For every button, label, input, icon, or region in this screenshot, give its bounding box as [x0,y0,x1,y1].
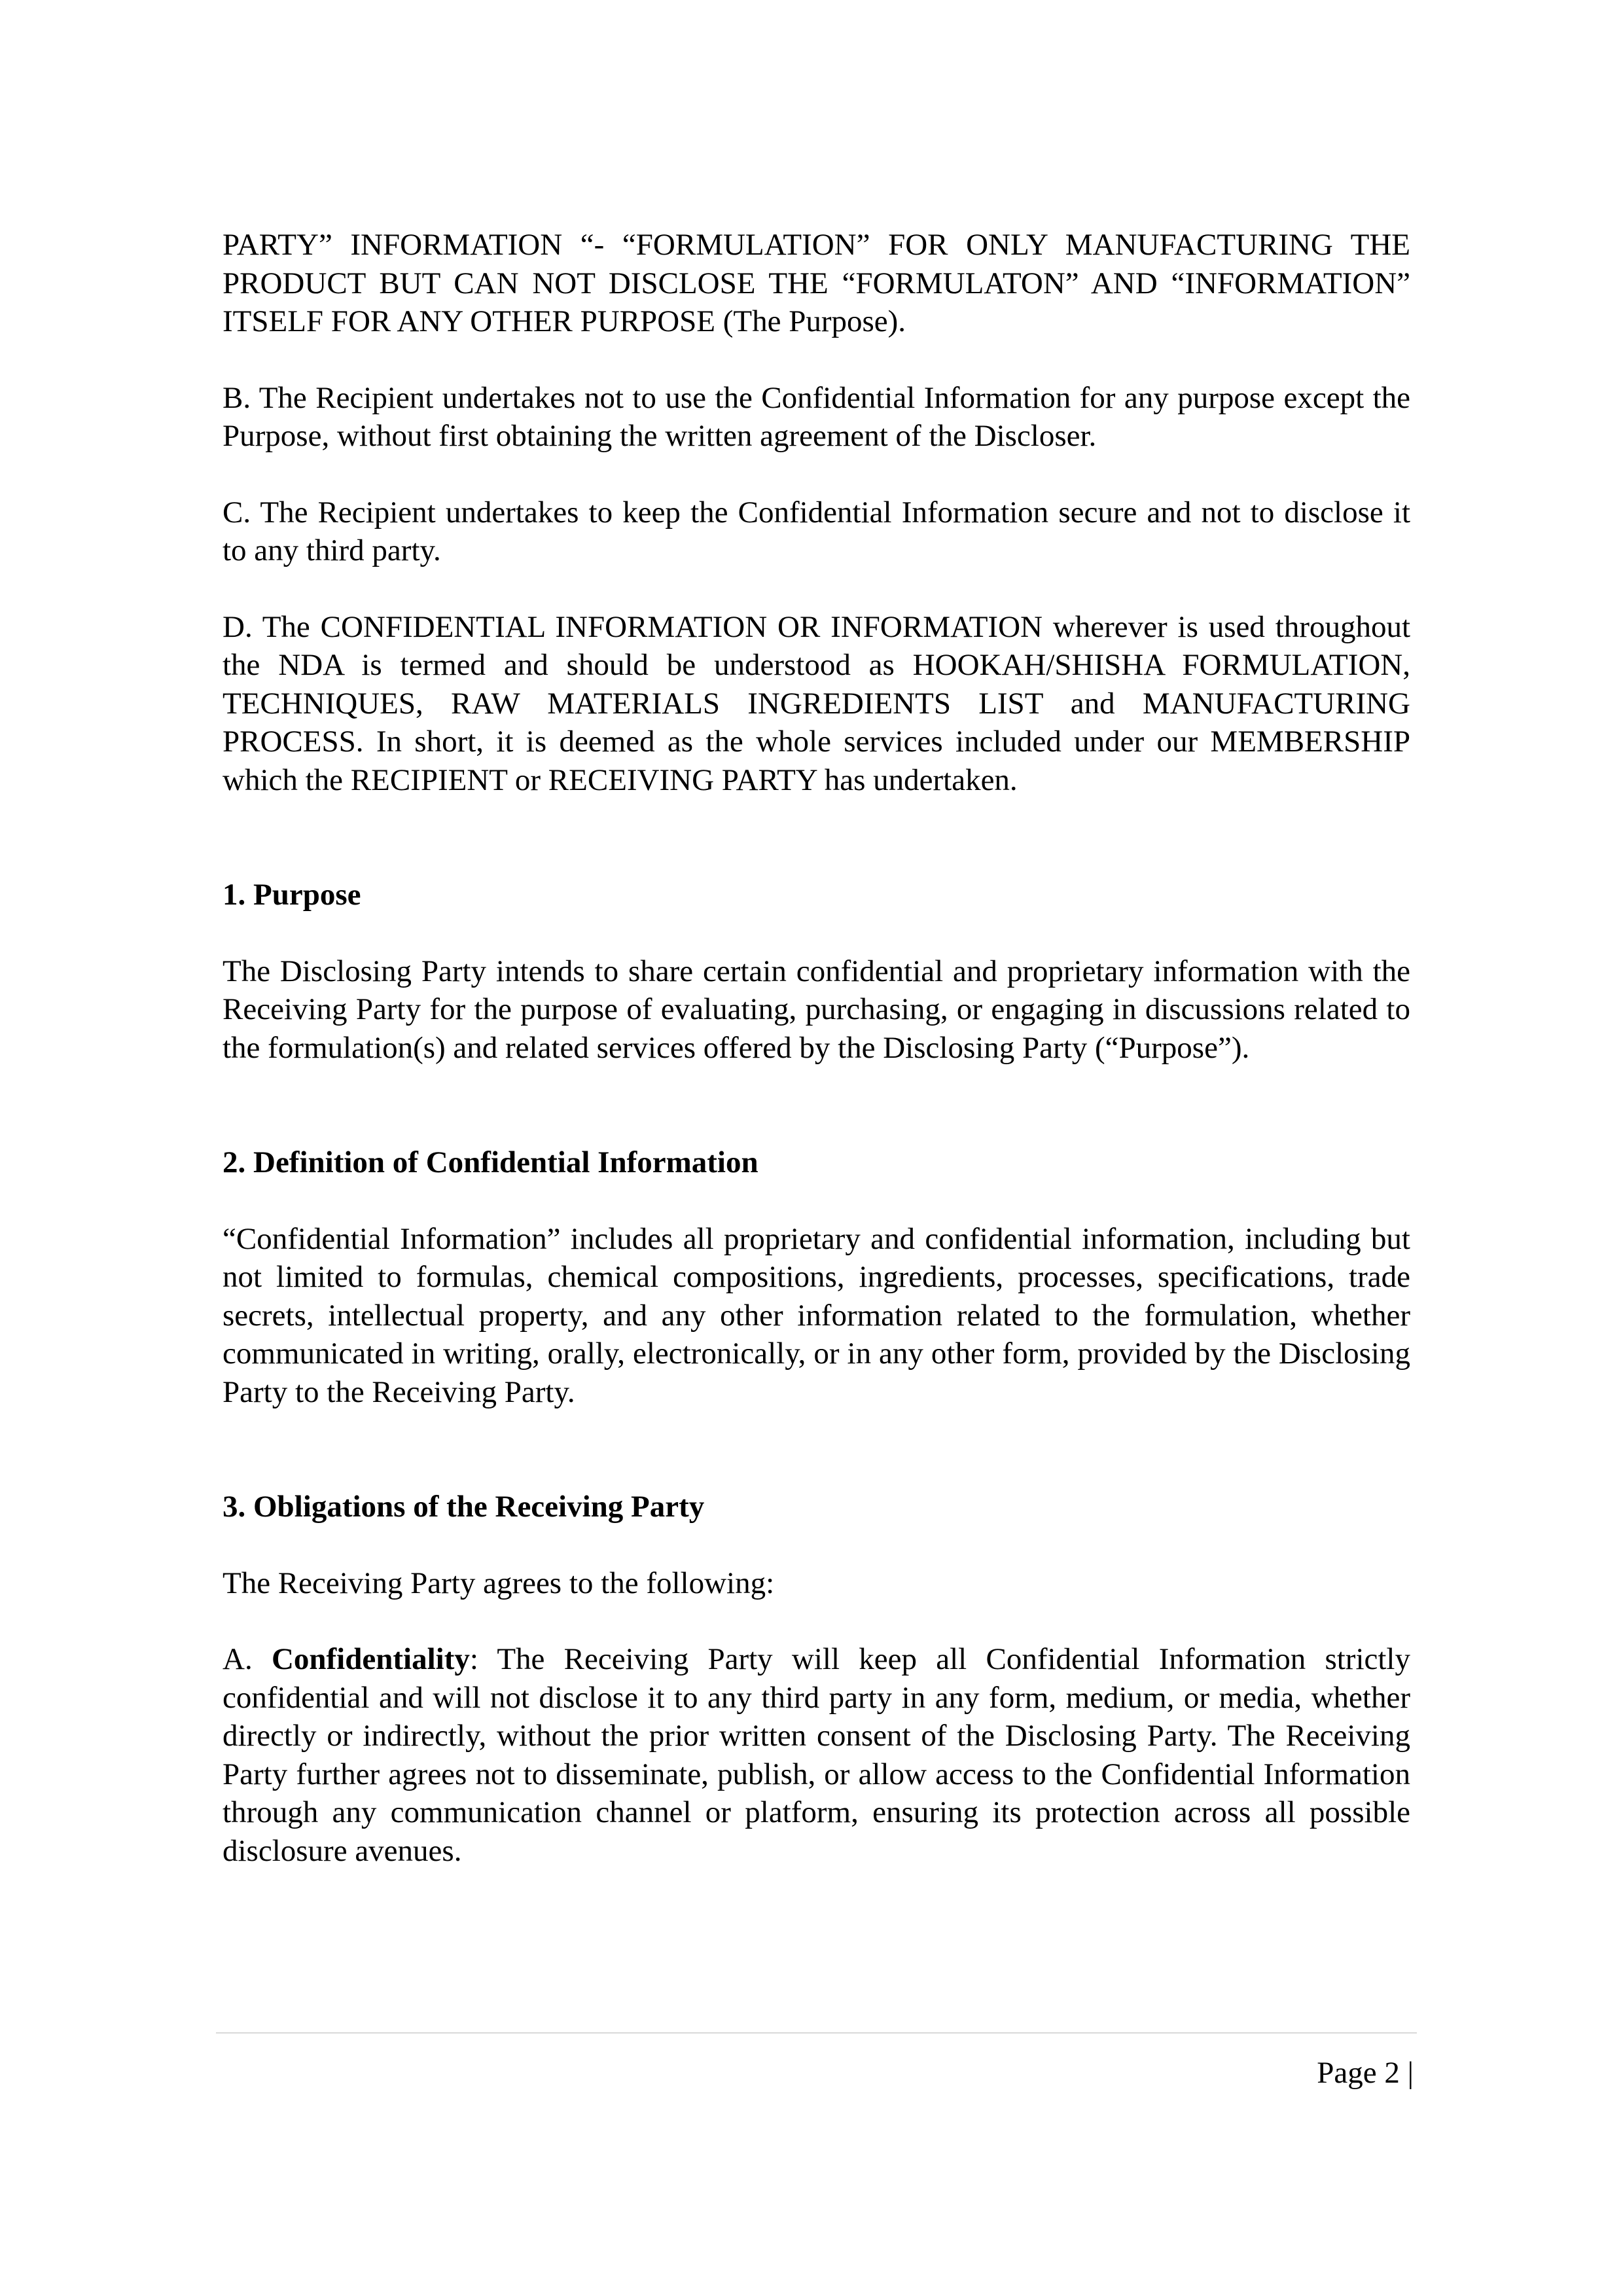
section-heading: 1. Purpose [223,878,361,912]
section-body: The Disclosing Party intends to share certain confidential and proprietary information with the Receiving Party for the purpose of evaluating, purchasing, or engaging in discussions related to the formulation(s) and related services offered by the Disclosing Party (“Purpose”). [223,954,1410,1065]
continuation-paragraph: PARTY” INFORMATION “- “FORMULATION” FOR ONLY MANUFACTURING THE PRODUCT BUT CAN NOT DISCLOSE THE “FORMULATON” AND “INFORMATION” ITSELF FOR ANY OTHER PURPOSE (The Purpose). [223,228,1410,338]
clause-d: D. The CONFIDENTIAL INFORMATION OR INFORMATION wherever is used throughout the NDA is termed and should be understood as HOOKAH/SHISHA FORMULATION, TECHNIQUES, RAW MATERIALS INGREDIENTS LIST and MANUFACTURING PROCESS. In short, it is deemed as the whole services included under our MEMBERSHIP which the RECIPIENT or RECEIVING PARTY has undertaken. [223,609,1410,797]
section-heading: 3. Obligations of the Receiving Party [223,1490,705,1524]
page-number: Page 2 | [1317,2056,1414,2090]
item-prefix: A. [223,1642,272,1676]
obligation-item-a [223,1640,1410,1870]
clause-b: B. The Recipient undertakes not to use the Confidential Information for any purpose except the Purpose, without first obtaining the written agreement of the Discloser. [223,380,1410,453]
footer-divider [216,2032,1417,2034]
section-intro: The Receiving Party agrees to the following: [223,1566,775,1600]
document-body [223,226,1410,1908]
section-obligations [223,1488,1410,1870]
section-body: “Confidential Information” includes all proprietary and confidential information, including but not limited to formulas, chemical compositions, ingredients, processes, specifications, trade secrets, intellectual property, and any other information related to the formulation, whether communicated in writing, orally, electronically, or in any other form, provided by the Disclosing Party to the Receiving Party. [223,1221,1410,1409]
clause-c: C. The Recipient undertakes to keep the Confidential Information secure and not to disclose it to any third party. [223,495,1410,567]
item-text: : The Receiving Party will keep all Confidential Information strictly confidential and will not disclose it to any third party in any form, medium, or media, whether directly or indirectly, without the prior written consent of the Disclosing Party. The Receiving Party further agrees not to disseminate, publish, or allow access to the Confidential Information through any communication channel or platform, ensuring its protection across all possible disclosure avenues. [223,1642,1410,1868]
section-heading: 2. Definition of Confidential Information [223,1145,758,1179]
section-definition [223,1143,1410,1411]
section-purpose [223,876,1410,1067]
item-term: Confidentiality [271,1642,470,1676]
